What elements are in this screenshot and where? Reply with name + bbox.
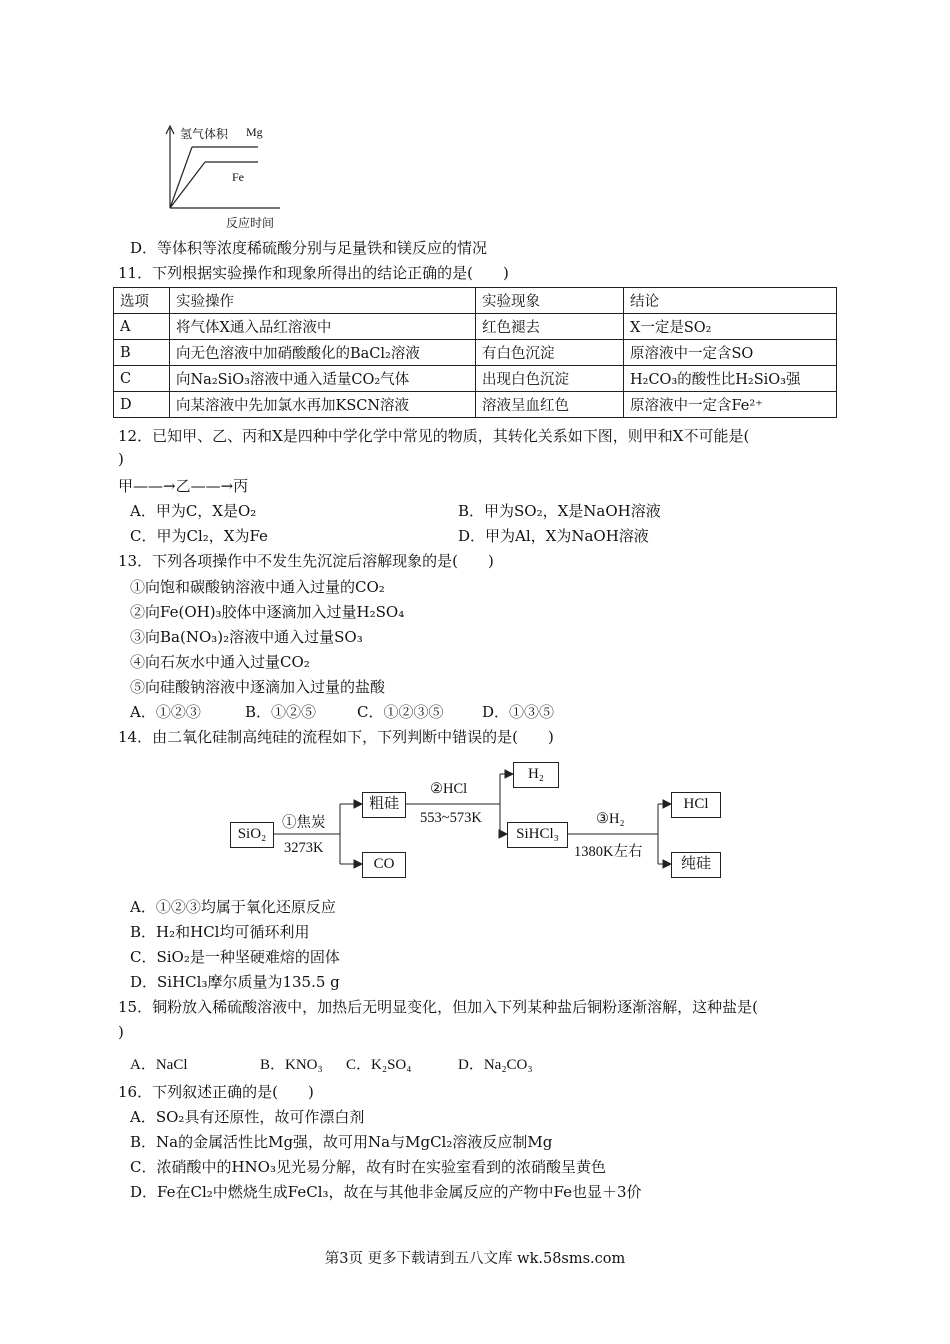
flow-box-h2: H₂ xyxy=(513,762,559,788)
q12-stem-end: ) xyxy=(118,450,124,468)
flow-box-pure-silicon: 纯硅 xyxy=(671,852,721,878)
q13-option-d: D．①③⑤ xyxy=(482,703,555,721)
flow-box-sio2: SiO₂ xyxy=(230,822,274,848)
table-header: 实验现象 xyxy=(476,288,624,314)
flow-temp3-label: 1380K左右 xyxy=(574,844,643,860)
flow-temp1-label: 3273K xyxy=(284,840,324,856)
q13-item: ①向饱和碳酸钠溶液中通入过量的CO₂ xyxy=(130,578,385,596)
table-header: 选项 xyxy=(114,288,170,314)
flow-temp2-label: 553~573K xyxy=(420,810,482,826)
table-cell: 有白色沉淀 xyxy=(476,340,624,366)
table-cell: 溶液呈血红色 xyxy=(476,392,624,418)
q14-option-b: B．H₂和HCl均可循环利用 xyxy=(130,923,310,941)
q13-option-a: A．①②③ xyxy=(130,703,201,721)
q14-option-d: D．SiHCl₃摩尔质量为135.5 g xyxy=(130,973,340,991)
table-cell: 向Na₂SiO₃溶液中通入适量CO₂气体 xyxy=(170,366,476,392)
q16-option-c: C．浓硝酸中的HNO₃见光易分解，故有时在实验室看到的浓硝酸呈黄色 xyxy=(130,1158,606,1176)
q16-option-b: B．Na的金属活性比Mg强，故可用Na与MgCl₂溶液反应制Mg xyxy=(130,1133,553,1151)
graph-fe-label: Fe xyxy=(232,170,244,184)
q12-stem: 12．已知甲、乙、丙和X是四种中学化学中常见的物质，其转化关系如下图，则甲和X不可能是( xyxy=(118,427,750,445)
q15-option-a: A．NaCl xyxy=(130,1057,188,1073)
graph-mg-label: Mg xyxy=(246,125,263,139)
graph-ylabel: 氢气体积 xyxy=(180,127,229,141)
q16-stem: 16．下列叙述正确的是( ) xyxy=(118,1083,314,1101)
flow-step1-label: ①焦炭 xyxy=(282,815,326,831)
q16-option-a: A．SO₂具有还原性，故可作漂白剂 xyxy=(130,1108,365,1126)
table-cell: 红色褪去 xyxy=(476,314,624,340)
table-header: 结论 xyxy=(624,288,837,314)
flow-box-co: CO xyxy=(362,852,406,878)
flow-step3-label: ③H₂ xyxy=(596,811,625,827)
q15-option-d: D．Na₂CO₃ xyxy=(458,1057,533,1073)
table-cell: A xyxy=(114,314,170,340)
table-header: 实验操作 xyxy=(170,288,476,314)
q14-option-a: A．①②③均属于氧化还原反应 xyxy=(130,898,336,916)
q12-option-d: D．甲为Al，X为NaOH溶液 xyxy=(458,527,649,545)
q13-stem: 13．下列各项操作中不发生先沉淀后溶解现象的是( ) xyxy=(118,552,494,570)
flow-box-crude-silicon: 粗硅 xyxy=(362,792,406,818)
flow-box-sihcl3: SiHCl₃ xyxy=(507,822,568,848)
table-cell: 将气体X通入品红溶液中 xyxy=(170,314,476,340)
q12-option-a: A．甲为C，X是O₂ xyxy=(130,502,257,520)
q13-option-c: C．①②③⑤ xyxy=(357,703,444,721)
table-cell: H₂CO₃的酸性比H₂SiO₃强 xyxy=(624,366,837,392)
table-cell: 向某溶液中先加氯水再加KSCN溶液 xyxy=(170,392,476,418)
q14-option-c: C．SiO₂是一种坚硬难熔的固体 xyxy=(130,948,340,966)
q13-item: ⑤向硅酸钠溶液中逐滴加入过量的盐酸 xyxy=(130,678,386,696)
flow-step2-label: ②HCl xyxy=(430,781,468,797)
q11-stem: 11．下列根据实验操作和现象所得出的结论正确的是( ) xyxy=(118,264,509,282)
q15-option-c: C．K₂SO₄ xyxy=(346,1057,412,1073)
table-cell: 原溶液中一定含Fe²⁺ xyxy=(624,392,837,418)
table-cell: 原溶液中一定含SO xyxy=(624,340,837,366)
q14-stem: 14．由二氧化硅制高纯硅的流程如下，下列判断中错误的是( ) xyxy=(118,728,554,746)
q12-chain: 甲——→乙——→丙 xyxy=(118,477,249,495)
table-cell: 出现白色沉淀 xyxy=(476,366,624,392)
q15-stem: 15．铜粉放入稀硫酸溶液中，加热后无明显变化，但加入下列某种盐后铜粉逐渐溶解，这种盐是( xyxy=(118,998,758,1016)
q13-item: ④向石灰水中通入过量CO₂ xyxy=(130,653,310,671)
q15-option-b: B．KNO₃ xyxy=(260,1057,323,1073)
table-cell: X一定是SO₂ xyxy=(624,314,837,340)
q15-stem-end: ) xyxy=(118,1023,124,1041)
flow-box-hcl: HCl xyxy=(671,792,721,818)
q10-option-d: D．等体积等浓度稀硫酸分别与足量铁和镁反应的情况 xyxy=(130,239,488,257)
q13-item: ③向Ba(NO₃)₂溶液中通入过量SO₃ xyxy=(130,628,363,646)
table-cell: 向无色溶液中加硝酸酸化的BaCl₂溶液 xyxy=(170,340,476,366)
page-footer: 第3页 更多下载请到五八文库 wk.58sms.com xyxy=(324,1251,626,1267)
q12-option-b: B．甲为SO₂，X是NaOH溶液 xyxy=(458,502,661,520)
q16-option-d: D．Fe在Cl₂中燃烧生成FeCl₃，故在与其他非金属反应的产物中Fe也显＋3价 xyxy=(130,1183,642,1201)
table-cell: D xyxy=(114,392,170,418)
table-cell: B xyxy=(114,340,170,366)
q12-option-c: C．甲为Cl₂，X为Fe xyxy=(130,527,268,545)
table-cell: C xyxy=(114,366,170,392)
graph-xlabel: 反应时间 xyxy=(226,216,275,230)
q13-item: ②向Fe(OH)₃胶体中逐滴加入过量H₂SO₄ xyxy=(130,603,405,621)
q13-option-b: B．①②⑤ xyxy=(245,703,317,721)
